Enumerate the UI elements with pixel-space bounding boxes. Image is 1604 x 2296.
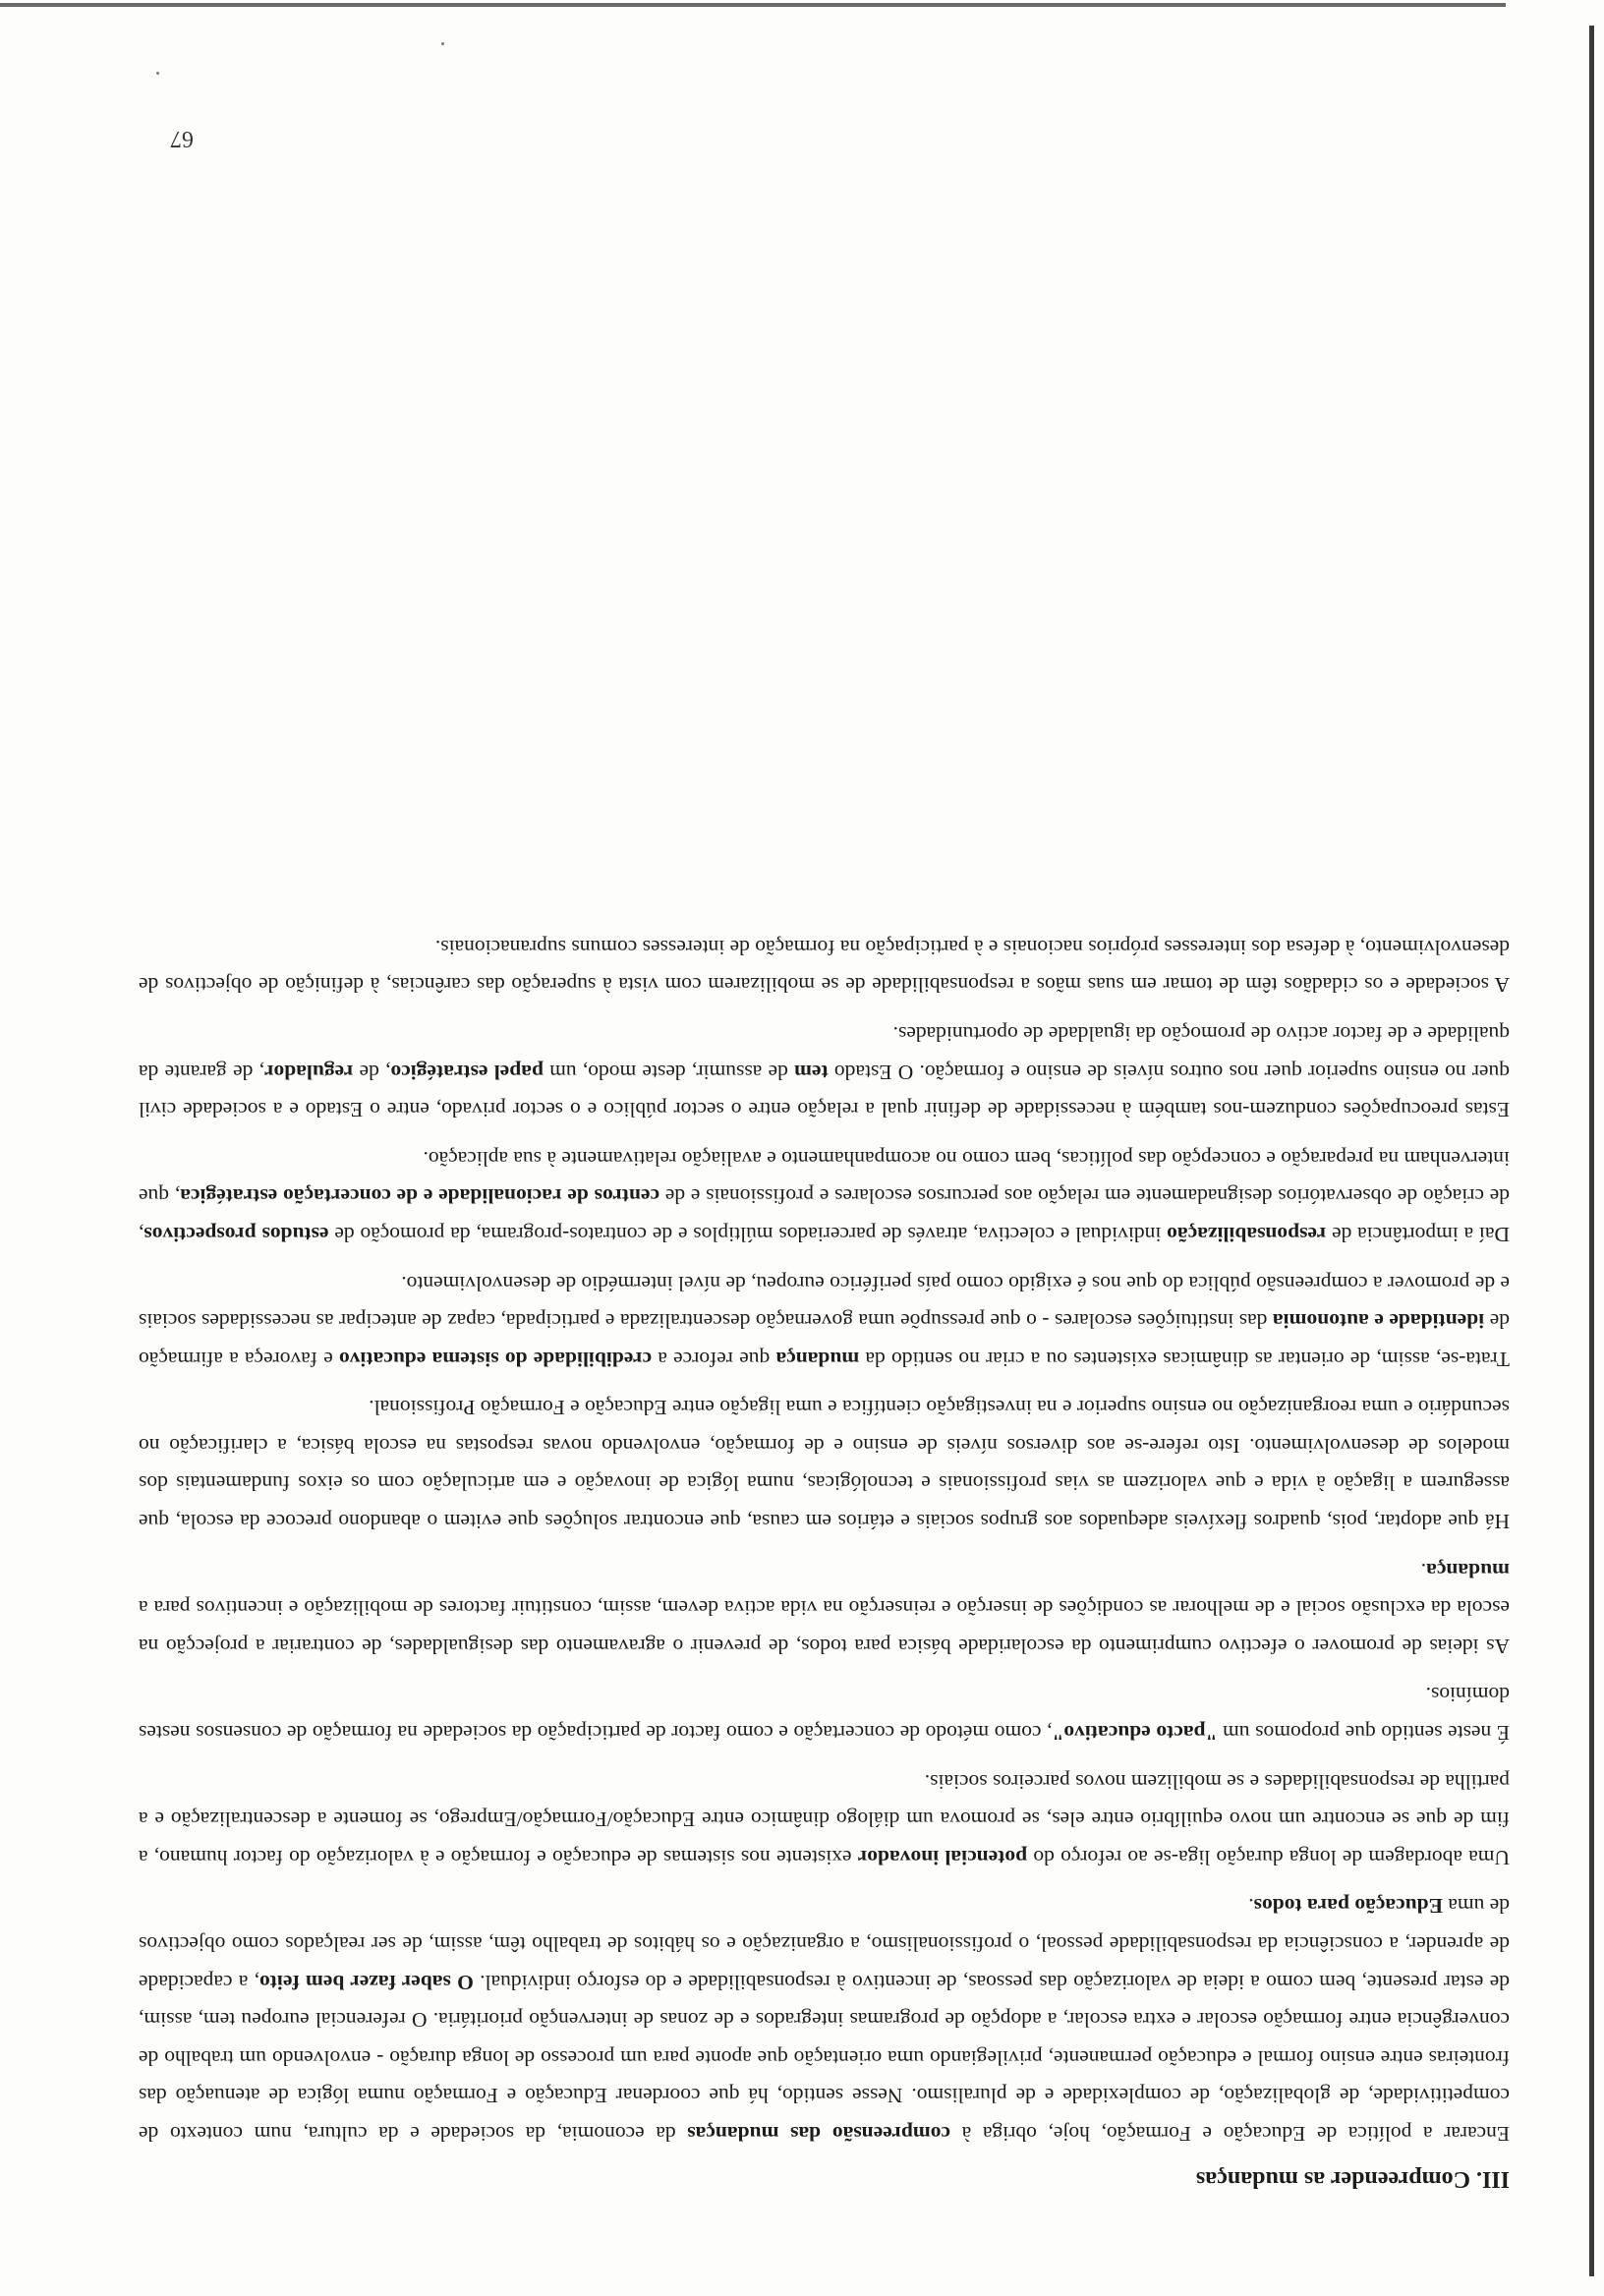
- bold-phrase: tem: [794, 1060, 829, 1084]
- text-run: , de: [353, 1060, 391, 1084]
- text-run: .: [1248, 1894, 1254, 1919]
- scan-speck: [156, 72, 159, 75]
- text-run: e favoreça a afirmação de: [138, 1309, 1510, 1371]
- paragraph: [139, 1139, 1510, 1253]
- paragraph: [139, 1389, 1510, 1540]
- bold-phrase: "pacto educativo": [1052, 1721, 1218, 1746]
- text-run: da economia, da sociedade e da cultura, num contexto de competitividade, de globalização, de complexidade e de pluralismo. Nesse sentido, há que coordenar Educação e Formação numa lógica de atenuação das fronteiras entre ensino formal e educação permanente, privilegiando uma orientação que aponte para um processo de longa duração - envolvendo um trabalho de convergência entre formação escolar e extra escolar, a adopção de programas integrados e de zonas de intervenção prioritária. O referencial europeu tem, assim, de estar presente, bem como a ideia de valorização das pessoas, de incentivo à responsabilidade e do esforço individual.: [139, 1970, 1510, 2146]
- text-run: Daí a importância de: [1326, 1222, 1510, 1246]
- text-run: Uma abordagem de longa duração liga-se ao reforço do: [1027, 1845, 1510, 1869]
- section-heading: III. Compreender as mudanças: [1195, 2166, 1510, 2192]
- text-run: , a capacidade de aprender, a consciência da responsabilidade pessoal, o profissionalismo, a organização e os hábitos de trabalho têm, assim, de ser realçados como objectivos de uma: [139, 1894, 1510, 1994]
- scan-speck: [441, 42, 444, 45]
- bold-phrase: estudos prospectivos: [143, 1222, 329, 1246]
- text-run: Trata-se, assim, de orientar as dinâmicas existentes ou a criar no sentido da: [859, 1347, 1510, 1371]
- bold-phrase: papel estratégico: [390, 1060, 544, 1084]
- paragraph: [139, 1887, 1510, 2152]
- text-run: Estas preocupações conduzem-nos também à necessidade de definir qual a relação entre o sector público e o sector privado, entre o Estado e a sociedade civil quer no ensino superior quer nos outros níveis de ensino e formação. O Estado: [139, 1060, 1510, 1122]
- bold-phrase: responsabilização: [1167, 1222, 1327, 1246]
- text-run: , de criação de observatórios designadamente em relação aos percursos escolares e profissionais e de: [138, 1184, 1510, 1246]
- bold-phrase: credibilidade do sistema educativo: [338, 1347, 653, 1371]
- text-run: , que intervenham na preparação e concepção das políticas, bem como no acompanhamento e avaliação relativamente à sua aplicação.: [139, 1146, 1510, 1209]
- bold-phrase: potencial inovador: [857, 1845, 1028, 1869]
- text-run: existente nos sistemas de educação e formação e à valorização do factor humano, a fim de que se encontre um novo equilíbrio entre eles, se promova um diálogo dinâmico entre Educação/Formação/Emprego, se fomente a descentralização e a partilha de responsabilidades e se mobilizem novos parceiros sociais.: [139, 1769, 1510, 1869]
- bold-phrase: mudança: [775, 1347, 860, 1371]
- paragraph-list: [139, 928, 1510, 2152]
- text-run: de assumir, deste modo, um: [543, 1060, 795, 1084]
- text-run: .: [1420, 1558, 1427, 1582]
- text-run: A sociedade e os cidadãos têm de tomar em suas mãos a responsabilidade de se mobilizarem com vista à superação das carências, à definição de objectivos de desenvolvimento, à defesa dos interesses próprios nacionais e à participação na formação de interesses comuns supranacionais.: [139, 935, 1510, 998]
- text-run: que reforce a: [652, 1347, 776, 1371]
- bold-phrase: compreensão das mudanças: [687, 2122, 951, 2146]
- scan-binding-edge: [1589, 26, 1594, 2276]
- text-run: Há que adoptar, pois, quadros flexíveis adequados aos grupos sociais e etários em causa, que encontrar soluções que evitem o abandono precoce da escola, que assegurem a ligação à vida e que valorizem as vias profissionais e tecnológicas, numa lógica de inovação e em articulação com os eixos fundamentais dos modelos de desenvolvimento. Isto refere-se aos diversos níveis de ensino e de formação, envolvendo novas respostas na escola básica, a clarificação no secundário e uma reorganização no ensino superior e na investigação científica e uma ligação entre Educação e Formação Profissional.: [139, 1396, 1510, 1534]
- paragraph: [139, 1762, 1510, 1876]
- text-run: individual e colectiva, através de parceriados múltiplos e de contratos-programa, da promoção de: [328, 1222, 1168, 1246]
- bold-phrase: O saber fazer bem feito: [259, 1970, 474, 1994]
- bold-phrase: centros de racionalidade e de concertação estratégica: [180, 1184, 660, 1209]
- scan-edge-rule: [0, 3, 1506, 7]
- text-run: É neste sentido que propomos um: [1217, 1721, 1510, 1746]
- text-run: Encarar a política de Educação e Formação, hoje, obriga à: [950, 2122, 1510, 2146]
- text-run: das instituições escolares - o que pressupõe uma governação descentralizada e participada, capaz de antecipar as necessidades sociais e de promover a compreensão pública do que nos é exigido como país periférico europeu, de nível intermédio de desenvolvimento.: [138, 1271, 1510, 1334]
- paragraph: [139, 1551, 1510, 1665]
- bold-phrase: regulador: [263, 1060, 354, 1084]
- bold-phrase: mudança: [1426, 1558, 1510, 1582]
- paragraph: [139, 1676, 1510, 1751]
- paragraph: [139, 1014, 1510, 1128]
- paragraph: [139, 1264, 1510, 1378]
- bold-phrase: Educação para todos: [1253, 1894, 1443, 1919]
- document-body: [139, 917, 1510, 2198]
- text-run: , como método de concertação e como factor de participação da sociedade na formação de consensos nestes domínios.: [139, 1683, 1510, 1746]
- page-number: 67: [170, 126, 194, 151]
- paragraph: [139, 928, 1510, 1004]
- bold-phrase: identidade e autonomia: [1272, 1309, 1485, 1334]
- text-run: As ideias de promover o efectivo cumprimento da escolaridade básica para todos, de prevenir o agravamento das desigualdades, de contrariar a projecção na escola da exclusão social e de melhorar as condições de inserção e reinserção na vida activa devem, assim, constituir factores de mobilização e incentivos para a: [139, 1596, 1510, 1658]
- text-run: , de garante da qualidade e de factor activo de promoção da igualdade de oportunidades.: [139, 1021, 1510, 1084]
